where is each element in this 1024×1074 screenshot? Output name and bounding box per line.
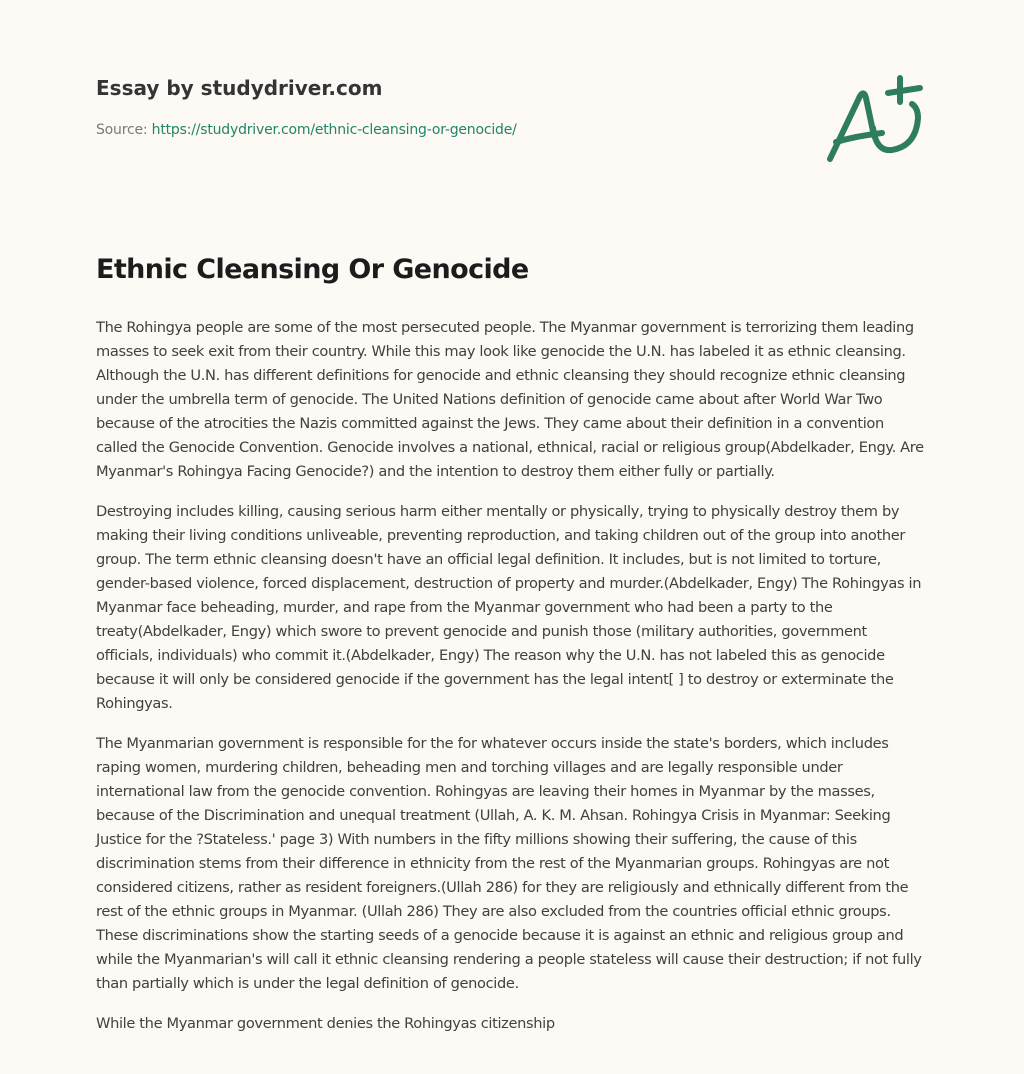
essay-paragraph: The Rohingya people are some of the most persecuted people. The Myanmar government is terrorizing them leading masses to seek exit from their country. While this may look like genocide the U.N. has labeled it as ethnic cleansing. Although the U.N. has different definitions for genocide and ethnic cleansing they should recognize ethnic cleansing under the umbrella term of genocide. The United Nations definition of genocide came about after World War Two because of the atrocities the Nazis committed against the Jews. They came about their definition in a convention called the Genocide Convention. Genocide involves a national, ethnical, racial or religious group(Abdelkader, Engy. Are Myanmar's Rohingya Facing Genocide?) and the intention to destroy them either fully or partially. [96,319,924,480]
essay-header [96,76,796,138]
essay-body [96,316,928,1052]
page-title: Ethnic Cleansing Or Genocide [96,254,529,285]
essay-paragraph: The Myanmarian government is responsible for the for whatever occurs inside the state's borders, which includes raping women, murdering children, beheading men and torching villages and are legally responsible under international law from the genocide convention. Rohingyas are leaving their homes in Myanmar by the masses, because of the Discrimination and unequal treatment (Ullah, A. K. M. Ahsan. Rohingya Crisis in Myanmar: Seeking Justice for the ?Stateless.' page 3) With numbers in the fifty millions showing their suffering, the cause of this discrimination stems from their difference in ethnicity from the rest of the Myanmarian groups. Rohingyas are not considered citizens, rather as resident foreigners.(Ullah 286) for they are religiously and ethnically different from the rest of the ethnic groups in Myanmar. (Ullah 286) They are also excluded from the countries official ethnic groups. These discriminations show the starting seeds of a genocide because it is against an ethnic and religious group and while the Myanmarian's will call it ethnic cleansing rendering a people stateless will cause their destruction; if not fully than partially which is under the legal definition of genocide. [96,735,922,992]
source-label: Source: [96,122,152,138]
a-plus-grade-icon [820,66,930,166]
site-title: Essay by studydriver.com [96,76,383,100]
source-line [96,122,796,138]
essay-paragraph: While the Myanmar government denies the Rohingyas citizenship [96,1015,555,1032]
source-link[interactable]: https://studydriver.com/ethnic-cleansing-or-genocide/ [151,122,517,138]
essay-paragraph: Destroying includes killing, causing serious harm either mentally or physically, trying to physically destroy them by making their living conditions unliveable, preventing reproduction, and taking children out of the group into another group. The term ethnic cleansing doesn't have an official legal definition. It includes, but is not limited to torture, gender-based violence, forced displacement, destruction of property and murder.(Abdelkader, Engy) The Rohingyas in Myanmar face beheading, murder, and rape from the Myanmar government who had been a party to the treaty(Abdelkader, Engy) which swore to prevent genocide and punish those (military authorities, government officials, individuals) who commit it.(Abdelkader, Engy) The reason why the U.N. has not labeled this as genocide because it will only be considered genocide if the government has the legal intent[ ] to destroy or exterminate the Rohingyas. [96,503,922,712]
